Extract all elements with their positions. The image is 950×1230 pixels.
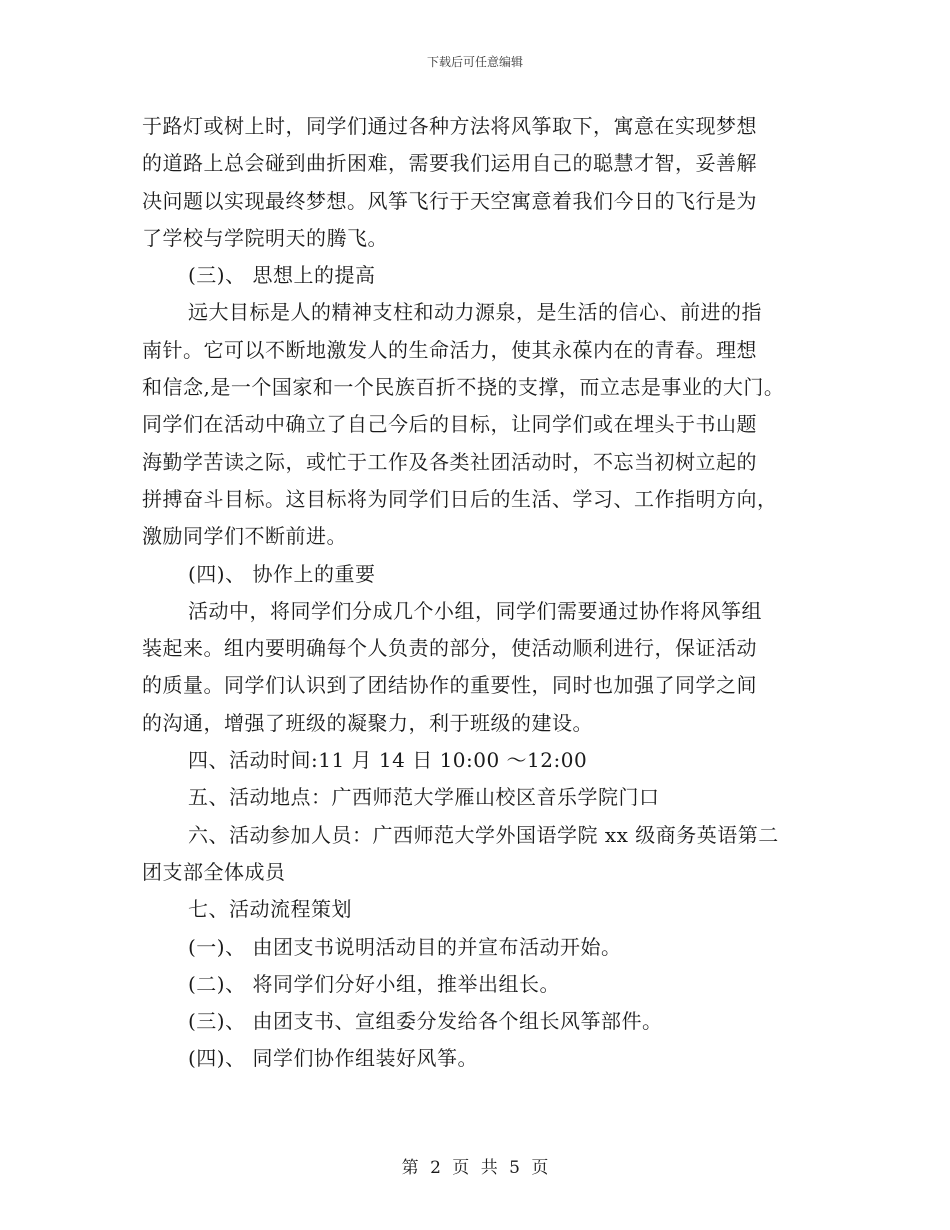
paragraph-line: 南针。它可以不断地激发人的生命活力，使其永葆内在的青春。理想 xyxy=(142,337,757,362)
paragraph-line: 决问题以实现最终梦想。风筝飞行于天空寓意着我们今日的飞行是为 xyxy=(142,188,757,213)
paragraph-line: (四)、 同学们协作组装好风筝。 xyxy=(188,1046,478,1071)
paragraph-line: 七、活动流程策划 xyxy=(188,897,352,922)
paragraph-line: 五、活动地点：广西师范大学雁山校区音乐学院门口 xyxy=(188,785,660,810)
paragraph-line: 的道路上总会碰到曲折困难，需要我们运用自己的聪慧才智，妥善解 xyxy=(142,151,757,176)
paragraph-line: 装起来。组内要明确每个人负责的部分，使活动顺利进行，保证活动 xyxy=(142,636,757,661)
paragraph-line: 远大目标是人的精神支柱和动力源泉，是生活的信心、前进的指 xyxy=(188,300,762,325)
paragraph-line: 的沟通，增强了班级的凝聚力，利于班级的建设。 xyxy=(142,710,593,735)
paragraph-line: 了学校与学院明天的腾飞。 xyxy=(142,225,388,250)
paragraph-line: 团支部全体成员 xyxy=(142,859,286,884)
paragraph-line: 于路灯或树上时，同学们通过各种方法将风筝取下，寓意在实现梦想 xyxy=(142,114,757,138)
paragraph-line: (四)、 协作上的重要 xyxy=(188,561,376,586)
paragraph-line: 活动中，将同学们分成几个小组，同学们需要通过协作将风筝组 xyxy=(188,598,762,623)
paragraph-line: 四、活动时间:11 月 14 日 10:00 ～12:00 xyxy=(188,748,588,773)
paragraph-line: (三)、 思想上的提高 xyxy=(188,263,376,288)
document-body xyxy=(142,108,822,1078)
page-header: 下载后可任意编辑 xyxy=(426,55,523,69)
paragraph-line: 的质量。同学们认识到了团结协作的重要性，同时也加强了同学之间 xyxy=(142,673,757,698)
paragraph-line: 激励同学们不断前进。 xyxy=(142,524,347,549)
paragraph-line: 和信念,是一个国家和一个民族百折不挠的支撑，而立志是事业的大门。 xyxy=(142,375,785,400)
paragraph-line: (三)、 由团支书、宣组委分发给各个组长风筝部件。 xyxy=(188,1009,663,1034)
paragraph-line: 同学们在活动中确立了自己今后的目标，让同学们或在埋头于书山题 xyxy=(142,412,757,437)
paragraph-line: 拼搏奋斗目标。这目标将为同学们日后的生活、学习、工作指明方向， xyxy=(142,486,778,511)
paragraph-line: (二)、 将同学们分好小组，推举出组长。 xyxy=(188,971,560,996)
paragraph-line: 六、活动参加人员：广西师范大学外国语学院 xx 级商务英语第二 xyxy=(188,822,779,847)
paragraph-line: (一)、 由团支书说明活动目的并宣布活动开始。 xyxy=(188,934,622,959)
paragraph-line: 海勤学苦读之际，或忙于工作及各类社团活动时，不忘当初树立起的 xyxy=(142,449,757,474)
page-footer: 第 2 页 共 5 页 xyxy=(401,1158,549,1178)
